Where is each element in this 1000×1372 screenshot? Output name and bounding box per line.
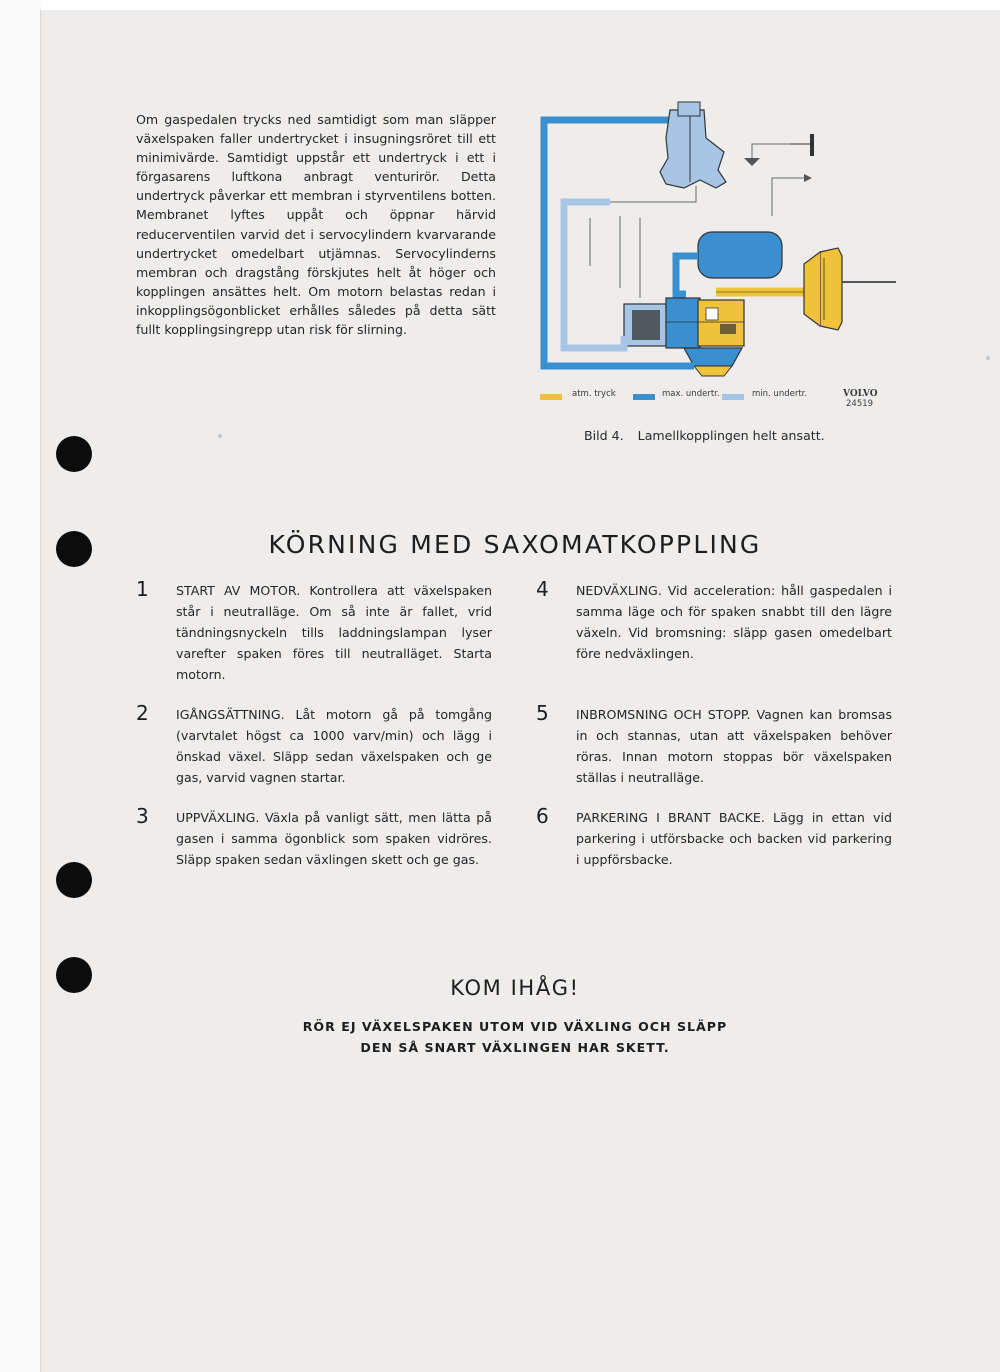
step-number: 4 bbox=[536, 577, 549, 601]
caption-text: Lamellkopplingen helt ansatt. bbox=[637, 428, 825, 443]
binder-hole bbox=[56, 862, 92, 898]
step-text: NEDVÄXLING. Vid acceleration: håll gaspedalen i samma läge och för spaken snabbt till den lägre växeln. Vid bromsning: släpp gasen omedelbart före nedväxlingen. bbox=[576, 583, 892, 661]
figure-caption bbox=[584, 428, 904, 443]
step-text: IGÅNGSÄTTNING. Låt motorn gå på tomgång (varvtalet högst ca 1000 varv/min) och lägg i önskad växel. Släpp sedan växelspaken och ge gas, varvid vagnen startar. bbox=[176, 707, 492, 785]
step-number: 5 bbox=[536, 701, 549, 725]
warning-line-2: DEN SÅ SNART VÄXLINGEN HAR SKETT. bbox=[360, 1040, 670, 1055]
step-text: INBROMSNING OCH STOPP. Vagnen kan bromsas in och stannas, utan att växelspaken behöver röras. Innan motorn stoppas bör växelspaken ställas i neutralläge. bbox=[576, 707, 892, 785]
paper-speck bbox=[986, 356, 990, 360]
intro-paragraph: Om gaspedalen trycks ned samtidigt som man släpper växelspaken faller undertrycket i insugningsröret till ett minimivärde. Samtidigt uppstår ett undertryck i ett i förgasarens luftkona anbragt venturirör. Detta undertryck påverkar ett membran i styrventilens botten. Membranet lyftes uppåt och öppnar härvid reducerventilen varvid det i servocylindern kvarvarande undertrycket omedelbart utjämnas. Servocylinderns membran och dragstång förskjutes helt åt höger och kopplingen ansättes helt. Om motorn belastas redan i inkopplingsögonblicket erhålles således på detta sätt fullt kopplingsingrepp utan risk för slirning. bbox=[136, 112, 496, 338]
brand-mark: VOLVO bbox=[843, 389, 878, 399]
legend-label-max: max. undertr. bbox=[662, 389, 720, 399]
step-number: 6 bbox=[536, 804, 549, 828]
legend-label-min: min. undertr. bbox=[752, 389, 808, 399]
binder-hole bbox=[56, 436, 92, 472]
legend-swatch-max bbox=[633, 394, 655, 400]
legend-swatch-min bbox=[722, 394, 744, 400]
legend-swatch-atm bbox=[540, 394, 562, 400]
legend-label-atm: atm. tryck bbox=[572, 389, 616, 399]
paper-speck bbox=[218, 434, 222, 438]
step-number: 1 bbox=[136, 577, 149, 601]
section-heading: KÖRNING MED SAXOMATKOPPLING bbox=[268, 530, 762, 559]
remember-title: KOM IHÅG! bbox=[450, 976, 580, 1000]
remember-warning bbox=[240, 1016, 790, 1058]
warning-line-1: RÖR EJ VÄXELSPAKEN UTOM VID VÄXLING OCH SLÄPP bbox=[302, 1019, 728, 1034]
binder-hole bbox=[56, 957, 92, 993]
caption-number: Bild 4. bbox=[584, 428, 624, 443]
binder-hole bbox=[56, 531, 92, 567]
step-number: 3 bbox=[136, 804, 149, 828]
step-text: PARKERING I BRANT BACKE. Lägg in ettan vid parkering i utförsbacke och backen vid parkering i uppförsbacke. bbox=[576, 810, 892, 867]
step-number: 2 bbox=[136, 701, 149, 725]
diagram-legend bbox=[540, 389, 900, 419]
scan-margin bbox=[0, 0, 42, 1372]
figure-number: 24519 bbox=[846, 399, 874, 409]
saxomat-diagram bbox=[520, 98, 920, 418]
step-text: START AV MOTOR. Kontrollera att växelspaken står i neutralläge. Om så inte är fallet, vrid tändningsnyckeln tills laddningslampan lyser varefter spaken föres till neutralläget. Starta motorn. bbox=[176, 583, 492, 682]
step-text: UPPVÄXLING. Växla på vanligt sätt, men lätta på gasen i samma ögonblick som spaken vidröres. Släpp spaken sedan växlingen skett och ge gas. bbox=[176, 810, 492, 867]
